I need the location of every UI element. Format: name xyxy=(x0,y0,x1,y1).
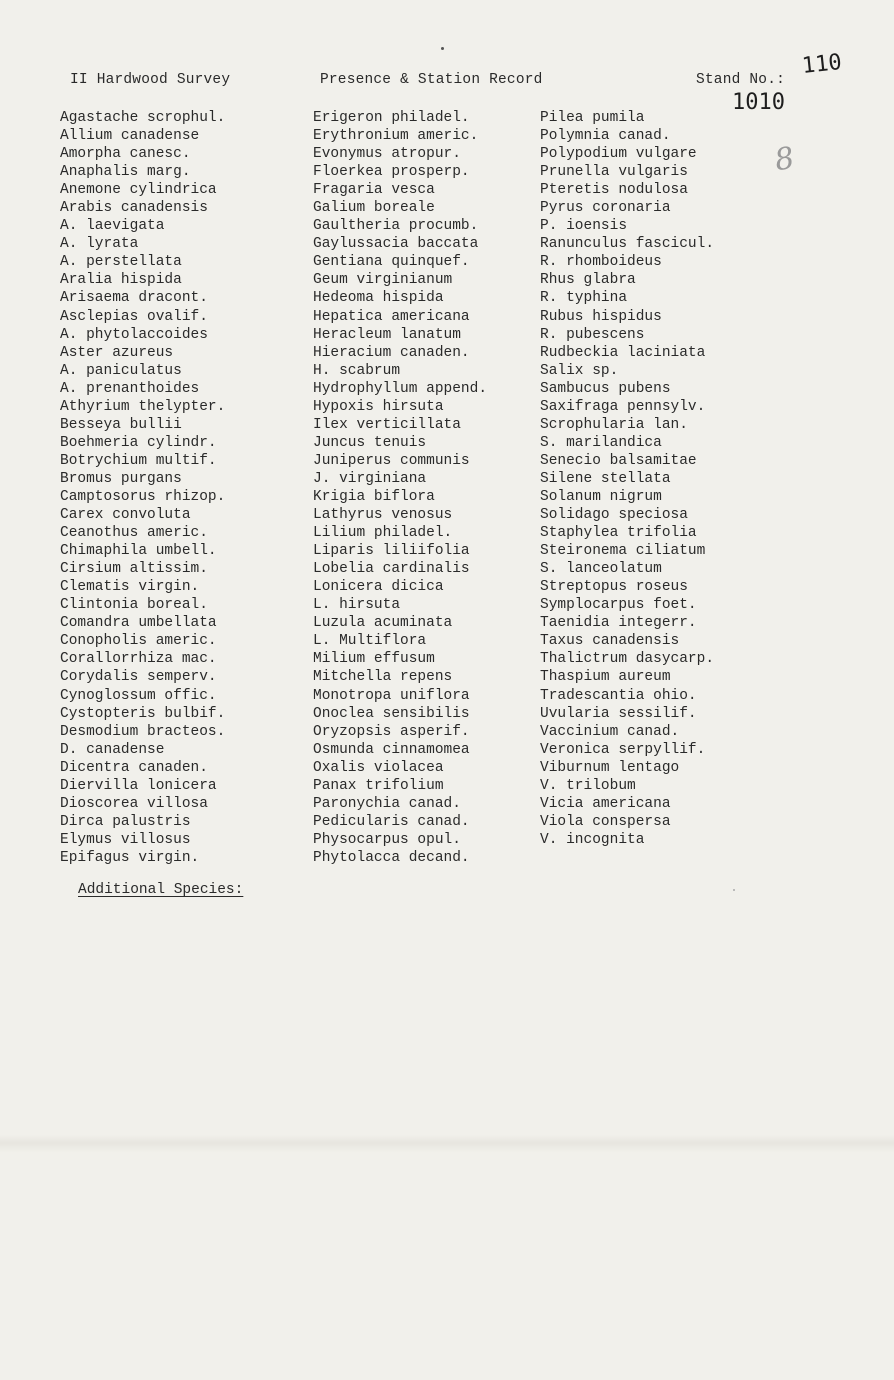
stand-number-label: Stand No.: xyxy=(696,72,786,88)
species-entry: Dioscorea villosa xyxy=(60,795,208,812)
species-entry: J. virginiana xyxy=(313,470,427,487)
species-entry: Hieracium canaden. xyxy=(313,344,470,361)
species-entry: S. marilandica xyxy=(540,434,662,451)
species-entry: Paronychia canad. xyxy=(313,795,461,812)
species-entry: Liparis liliifolia xyxy=(313,543,470,560)
species-entry: Comandra umbellata xyxy=(60,615,217,632)
species-entry: H. scabrum xyxy=(313,362,401,379)
ink-speck xyxy=(441,47,444,50)
species-entry: Lobelia cardinalis xyxy=(313,561,470,578)
species-entry: A. prenanthoides xyxy=(60,380,200,397)
species-column-2 xyxy=(313,109,487,867)
species-entry: Bromus purgans xyxy=(60,470,182,487)
species-entry: Viburnum lentago xyxy=(540,759,680,776)
species-entry: Erythronium americ. xyxy=(313,128,479,145)
species-entry: Onoclea sensibilis xyxy=(313,705,470,722)
species-entry: Cystopteris bulbif. xyxy=(60,705,226,722)
species-entry: Anemone cylindrica xyxy=(60,182,217,199)
species-entry: V. incognita xyxy=(540,831,645,848)
species-entry: Amorpha canesc. xyxy=(60,146,191,163)
species-entry: Prunella vulgaris xyxy=(540,164,688,181)
species-entry: Pedicularis canad. xyxy=(313,813,470,830)
species-entry: Ilex verticillata xyxy=(313,416,461,433)
species-entry: Rubus hispidus xyxy=(540,308,662,325)
species-entry: Veronica serpyllif. xyxy=(540,741,706,758)
species-entry: Erigeron philadel. xyxy=(313,110,470,126)
species-entry: A. paniculatus xyxy=(60,362,182,379)
species-entry: Arabis canadensis xyxy=(60,200,208,217)
species-entry: Krigia biflora xyxy=(313,488,435,505)
species-entry: Lonicera dicica xyxy=(313,579,444,596)
species-entry: Pyrus coronaria xyxy=(540,200,671,217)
survey-title: II Hardwood Survey xyxy=(70,72,231,88)
species-entry: L. Multiflora xyxy=(313,633,427,650)
species-entry: Besseya bullii xyxy=(60,416,182,433)
species-entry: Gentiana quinquef. xyxy=(313,254,470,271)
species-entry: Arisaema dracont. xyxy=(60,290,208,307)
species-entry: R. rhomboideus xyxy=(540,254,662,271)
species-entry: L. hirsuta xyxy=(313,597,401,614)
species-entry: Boehmeria cylindr. xyxy=(60,434,217,451)
species-entry: Taxus canadensis xyxy=(540,633,680,650)
species-entry: Symplocarpus foet. xyxy=(540,597,697,614)
species-entry: Panax trifolium xyxy=(313,777,444,794)
species-entry: Anaphalis marg. xyxy=(60,164,191,181)
species-entry: Thalictrum dasycarp. xyxy=(540,651,715,668)
species-entry: R. typhina xyxy=(540,290,628,307)
species-entry: D. canadense xyxy=(60,741,165,758)
species-entry: Asclepias ovalif. xyxy=(60,308,208,325)
species-entry: Tradescantia ohio. xyxy=(540,687,697,704)
species-entry: A. phytolaccoides xyxy=(60,326,208,343)
species-entry: Polypodium vulgare xyxy=(540,146,697,163)
species-entry: Cynoglossum offic. xyxy=(60,687,217,704)
species-entry: Taenidia integerr. xyxy=(540,615,697,632)
species-column-3 xyxy=(540,109,714,849)
species-entry: Gaylussacia baccata xyxy=(313,236,479,253)
species-entry: Luzula acuminata xyxy=(313,615,453,632)
species-entry: Juniperus communis xyxy=(313,452,470,469)
species-entry: Mitchella repens xyxy=(313,669,453,686)
species-entry: Hepatica americana xyxy=(313,308,470,325)
species-entry: Rhus glabra xyxy=(540,272,636,289)
species-entry: Lilium philadel. xyxy=(313,525,453,542)
species-entry: Solidago speciosa xyxy=(540,507,688,524)
species-entry: R. pubescens xyxy=(540,326,645,343)
species-entry: Epifagus virgin. xyxy=(60,849,200,866)
species-entry: Chimaphila umbell. xyxy=(60,543,217,560)
species-entry: Silene stellata xyxy=(540,470,671,487)
species-entry: Solanum nigrum xyxy=(540,488,662,505)
species-entry: Elymus villosus xyxy=(60,831,191,848)
species-entry: Saxifraga pennsylv. xyxy=(540,398,706,415)
species-entry: Rudbeckia laciniata xyxy=(540,344,706,361)
species-entry: Evonymus atropur. xyxy=(313,146,461,163)
species-entry: Monotropa uniflora xyxy=(313,687,470,704)
species-entry: Conopholis americ. xyxy=(60,633,217,650)
species-entry: Botrychium multif. xyxy=(60,452,217,469)
species-entry: Juncus tenuis xyxy=(313,434,427,451)
species-entry: Sambucus pubens xyxy=(540,380,671,397)
species-entry: P. ioensis xyxy=(540,218,628,235)
species-entry: Corallorrhiza mac. xyxy=(60,651,217,668)
species-entry: Ranunculus fascicul. xyxy=(540,236,715,253)
species-entry: Heracleum lanatum xyxy=(313,326,461,343)
species-entry: Agastache scrophul. xyxy=(60,110,226,126)
species-entry: A. laevigata xyxy=(60,218,165,235)
species-entry: Vicia americana xyxy=(540,795,671,812)
species-entry: Uvularia sessilif. xyxy=(540,705,697,722)
species-entry: Diervilla lonicera xyxy=(60,777,217,794)
paper-fold-line xyxy=(0,1135,894,1153)
species-entry: Hedeoma hispida xyxy=(313,290,444,307)
species-entry: Corydalis semperv. xyxy=(60,669,217,686)
species-entry: Aster azureus xyxy=(60,344,174,361)
species-entry: V. trilobum xyxy=(540,777,636,794)
species-entry: S. lanceolatum xyxy=(540,561,662,578)
species-entry: Galium boreale xyxy=(313,200,435,217)
species-entry: Lathyrus venosus xyxy=(313,507,453,524)
additional-species-label: Additional Species: xyxy=(78,882,244,898)
species-column-1 xyxy=(60,109,225,867)
species-entry: Vaccinium canad. xyxy=(540,723,680,740)
species-entry: Fragaria vesca xyxy=(313,182,435,199)
species-entry: Cirsium altissim. xyxy=(60,561,208,578)
species-entry: Milium effusum xyxy=(313,651,435,668)
species-entry: Floerkea prosperp. xyxy=(313,164,470,181)
species-entry: Physocarpus opul. xyxy=(313,831,461,848)
species-entry: Gaultheria procumb. xyxy=(313,218,479,235)
species-entry: Camptosorus rhizop. xyxy=(60,488,226,505)
species-entry: Geum virginianum xyxy=(313,272,453,289)
handwritten-secondary-number: 1010 xyxy=(732,90,785,115)
species-entry: Dirca palustris xyxy=(60,813,191,830)
species-entry: Senecio balsamitae xyxy=(540,452,697,469)
species-entry: Polymnia canad. xyxy=(540,128,671,145)
species-entry: Osmunda cinnamomea xyxy=(313,741,470,758)
species-entry: Salix sp. xyxy=(540,362,619,379)
species-entry: Thaspium aureum xyxy=(540,669,671,686)
species-entry: Phytolacca decand. xyxy=(313,849,470,866)
species-entry: Carex convoluta xyxy=(60,507,191,524)
record-title: Presence & Station Record xyxy=(320,72,543,88)
handwritten-margin-mark: 8 xyxy=(772,140,797,179)
species-entry: Oxalis violacea xyxy=(313,759,444,776)
species-entry: Viola conspersa xyxy=(540,813,671,830)
ink-speck xyxy=(733,889,735,891)
species-entry: Desmodium bracteos. xyxy=(60,723,226,740)
species-entry: Ceanothus americ. xyxy=(60,525,208,542)
species-entry: Hydrophyllum append. xyxy=(313,380,488,397)
species-entry: Pilea pumila xyxy=(540,110,645,126)
species-entry: A. lyrata xyxy=(60,236,139,253)
species-entry: Oryzopsis asperif. xyxy=(313,723,470,740)
handwritten-stand-number: 110 xyxy=(800,49,843,80)
species-entry: Athyrium thelypter. xyxy=(60,398,226,415)
species-entry: Pteretis nodulosa xyxy=(540,182,688,199)
species-entry: Allium canadense xyxy=(60,128,200,145)
species-entry: Staphylea trifolia xyxy=(540,525,697,542)
species-entry: Streptopus roseus xyxy=(540,579,688,596)
species-entry: Scrophularia lan. xyxy=(540,416,688,433)
species-entry: Clematis virgin. xyxy=(60,579,200,596)
species-entry: Hypoxis hirsuta xyxy=(313,398,444,415)
species-entry: A. perstellata xyxy=(60,254,182,271)
species-entry: Dicentra canaden. xyxy=(60,759,208,776)
species-entry: Steironema ciliatum xyxy=(540,543,706,560)
species-entry: Aralia hispida xyxy=(60,272,182,289)
species-entry: Clintonia boreal. xyxy=(60,597,208,614)
